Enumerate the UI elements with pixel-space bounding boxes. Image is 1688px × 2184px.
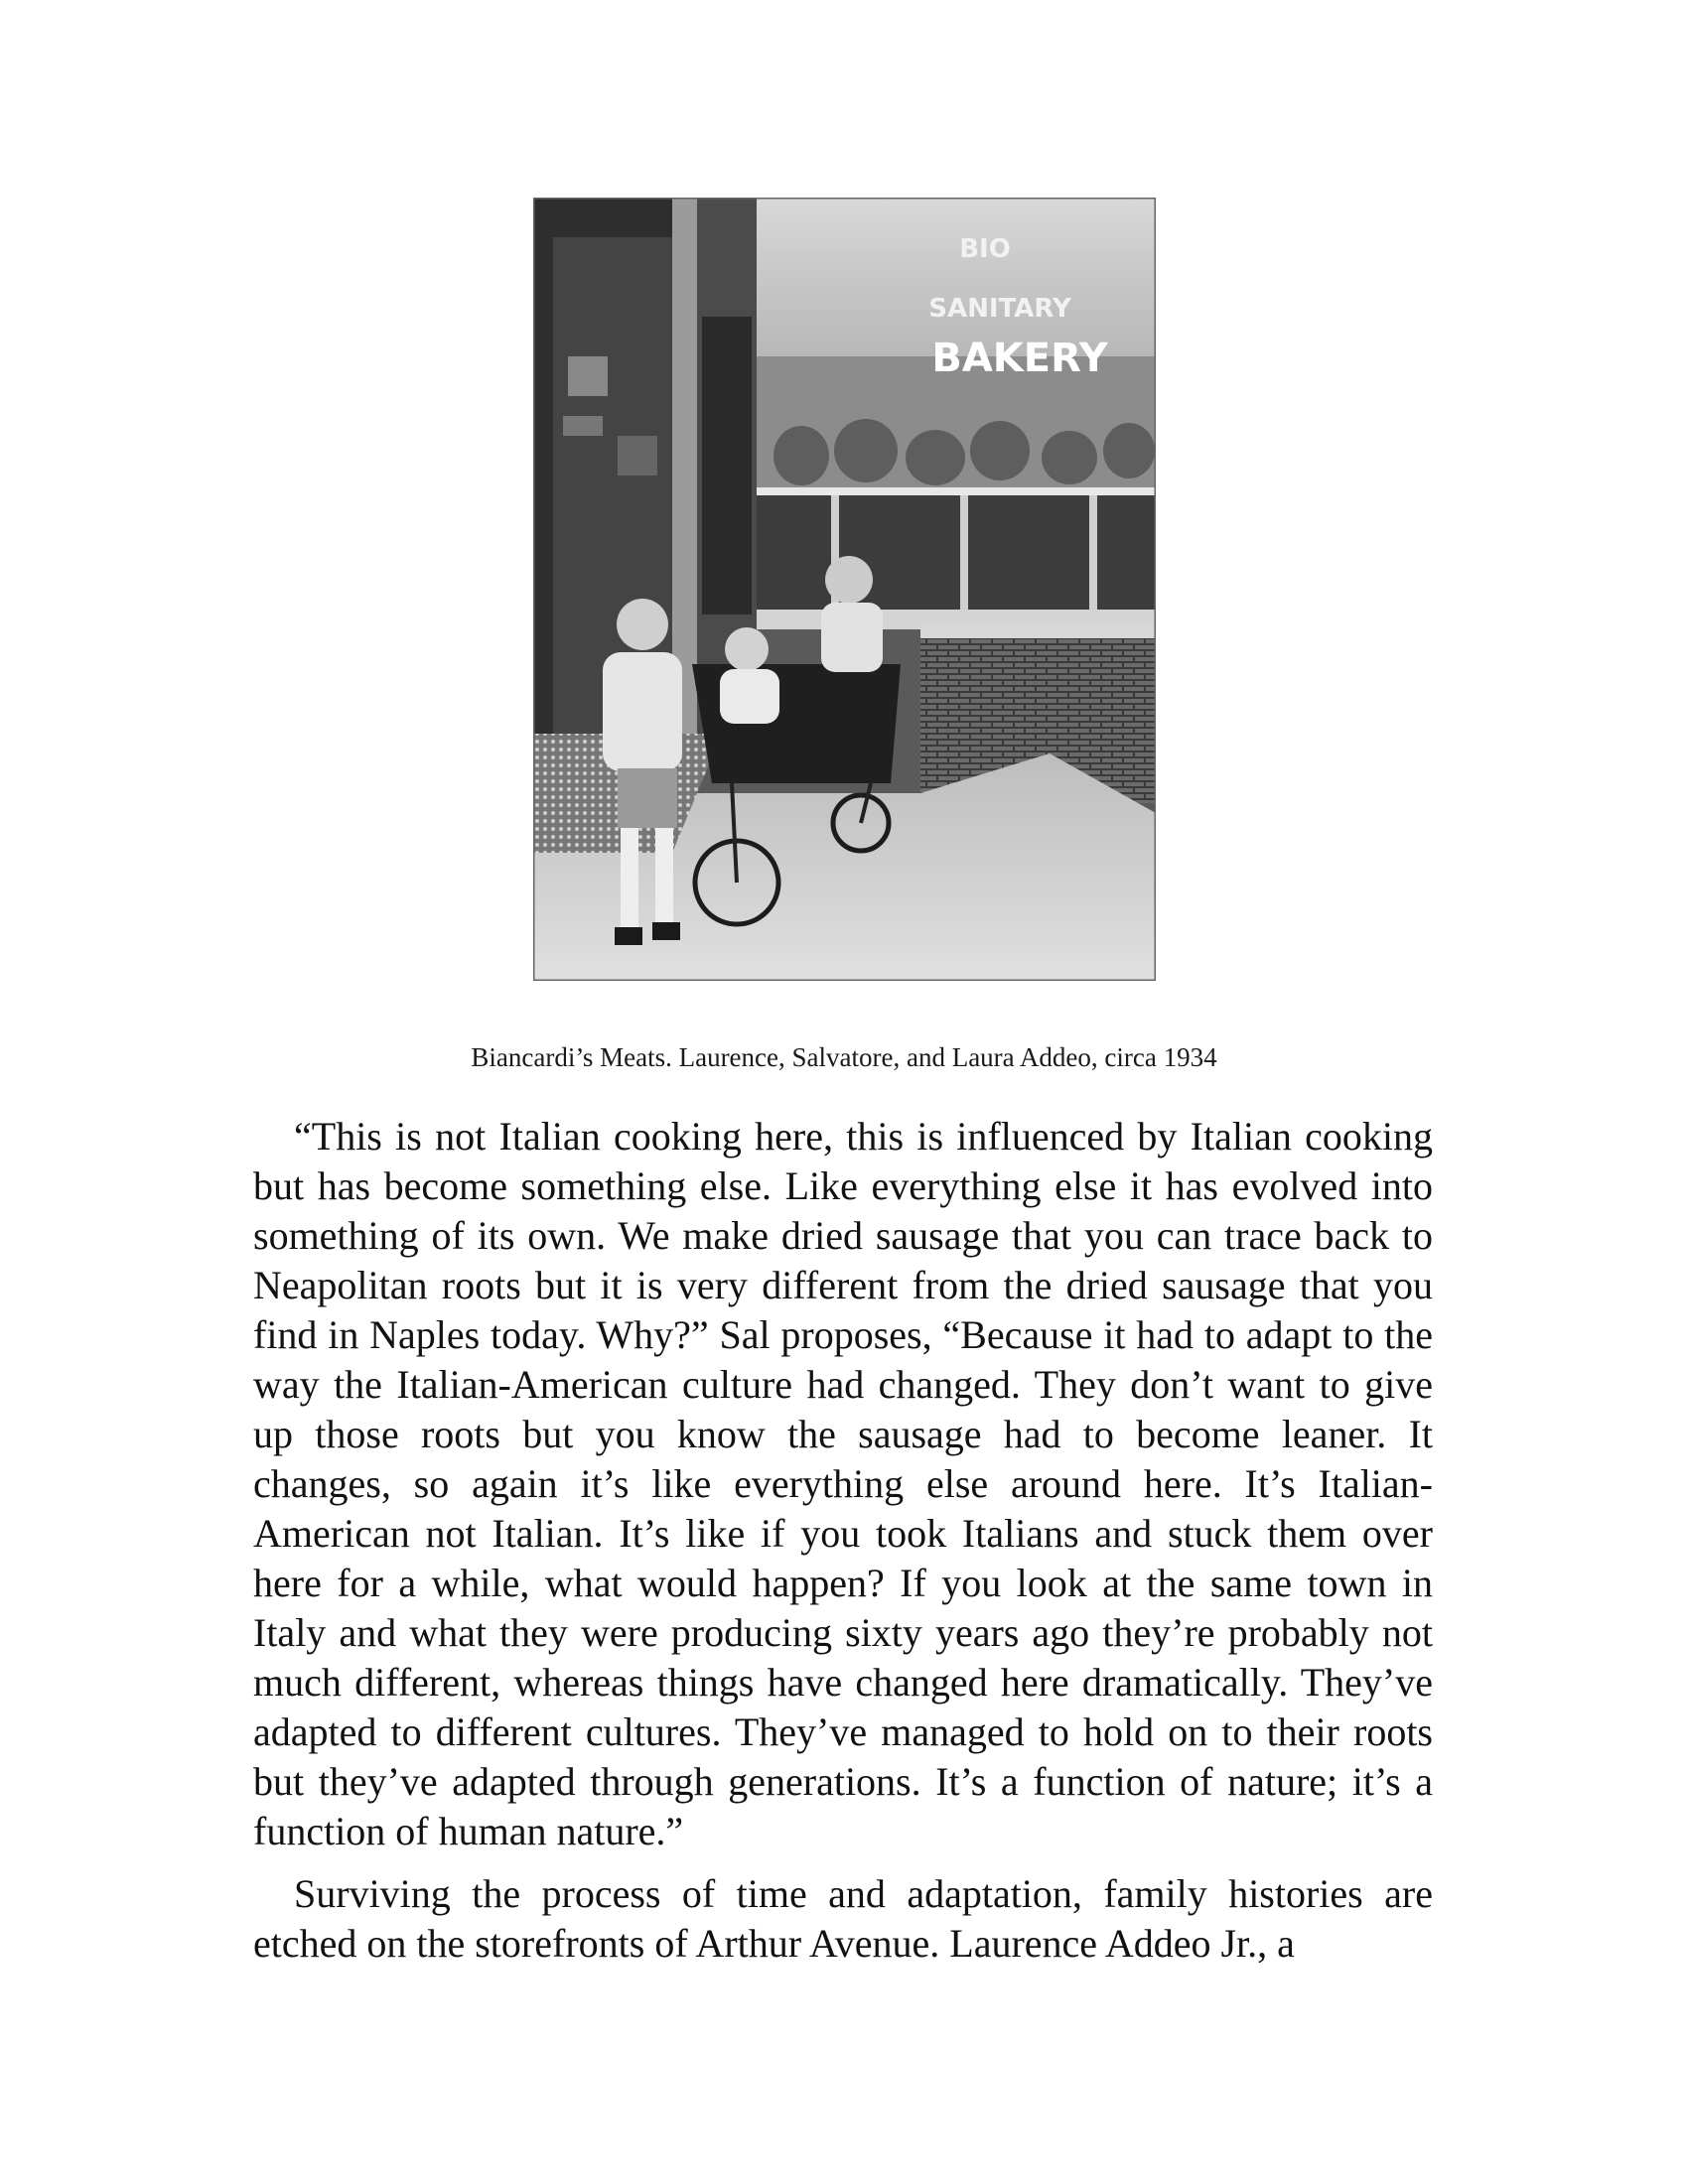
sign-text-bio: BIO <box>959 234 1011 264</box>
paragraph-quote: “This is not Italian cooking here, this is influenced by Italian cooking but has become something else. Like everything else it has evolved into something of its own. We make dried sausage that you can trace back to Neapolitan roots but it is very different from the dried sausage that you find in Naples today. Why?” Sal proposes, “Because it had to adapt to the way the Italian-American culture had changed. They don’t want to give up those roots but you know the sausage had to become leaner. It changes, so again it’s like everything else around here. It’s Italian-American not Italian. It’s like if you took Italians and stuck them over here for a while, what would happen? If you look at the same town in Italy and what they were producing sixty years ago they’re probably not much different, whereas things have changed here dramatically. They’ve adapted to different cultures. They’ve managed to hold on to their roots but they’ve adapted through generations. It’s a function of nature; it’s a function of human nature.” <box>253 1114 1433 1853</box>
body-text <box>253 1112 1433 1981</box>
paragraph-surviving: Surviving the process of time and adaptation, family histories are etched on the storefronts of Arthur Avenue. Laurence Addeo Jr., a <box>253 1871 1433 1966</box>
photo-caption: Biancardi’s Meats. Laurence, Salvatore, and Laura Addeo, circa 1934 <box>471 1042 1217 1072</box>
sign-text-bakery: BAKERY <box>931 336 1108 381</box>
sign-text-sanitary: SANITARY <box>928 294 1071 324</box>
historic-photo <box>533 198 1156 981</box>
